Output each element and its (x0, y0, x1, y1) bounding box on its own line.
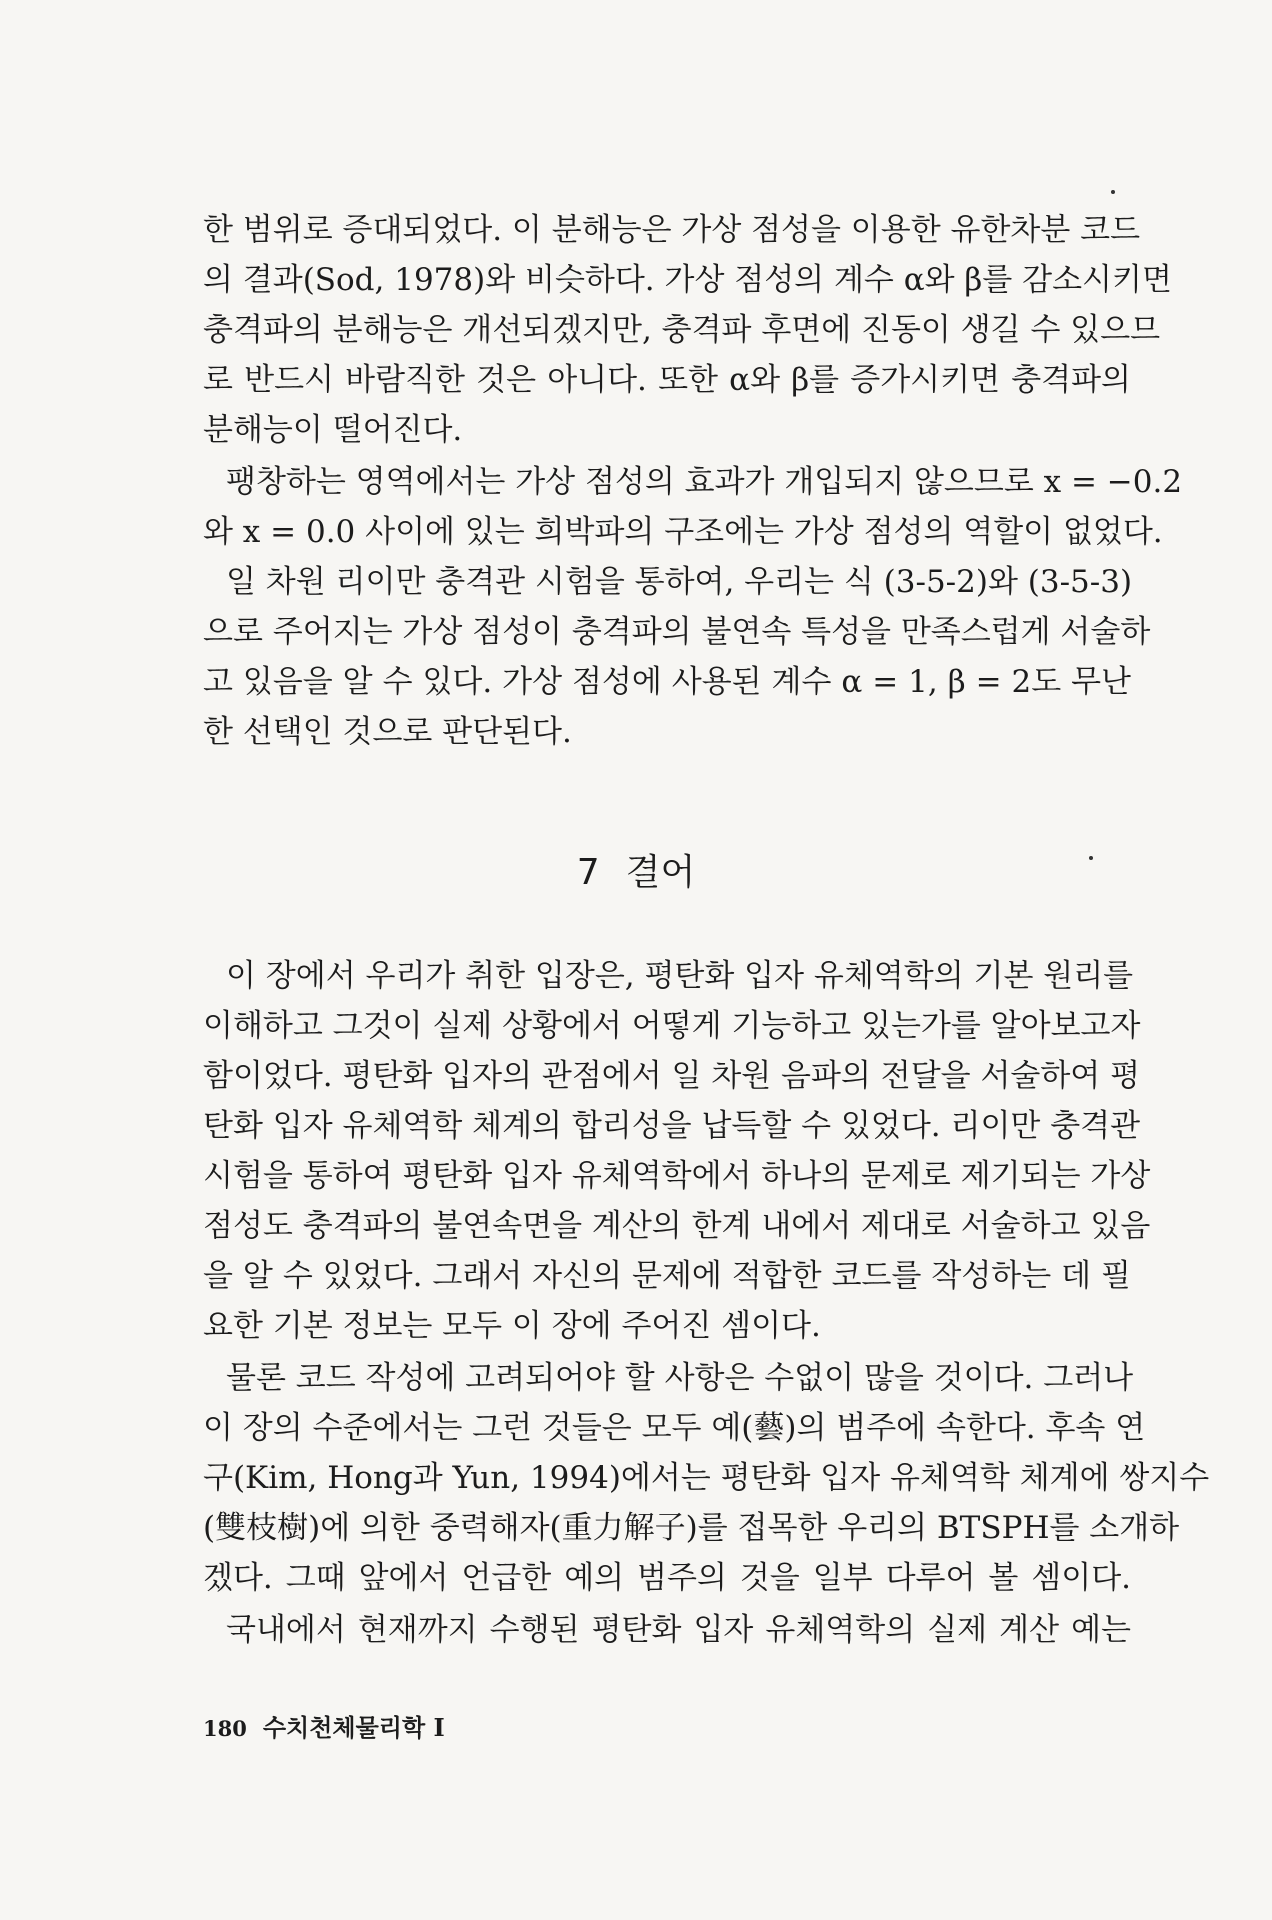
speck-mark (1111, 190, 1115, 194)
text-line: 으로 주어지는 가상 점성이 충격파의 불연속 특성을 만족스럽게 서술하 (203, 614, 1151, 650)
text-line: 을 알 수 있었다. 그래서 자신의 문제에 적합한 코드를 작성하는 데 필 (203, 1258, 1131, 1294)
text-line: 요한 기본 정보는 모두 이 장에 주어진 셈이다. (203, 1308, 821, 1344)
section-number: 7 (576, 852, 600, 893)
text-line: 팽창하는 영역에서는 가상 점성의 효과가 개입되지 않으므로 x = −0.2 (226, 464, 1183, 500)
text-line: 한 범위로 증대되었다. 이 분해능은 가상 점성을 이용한 유한차분 코드 (203, 212, 1141, 248)
page-number: 180 (203, 1716, 247, 1741)
text-line: 고 있음을 알 수 있다. 가상 점성에 사용된 계수 α = 1, β = 2도 무난 (203, 664, 1131, 700)
text-line: 이해하고 그것이 실제 상황에서 어떻게 기능하고 있는가를 알아보고자 (203, 1008, 1141, 1044)
text-line: 시험을 통하여 평탄화 입자 유체역학에서 하나의 문제로 제기되는 가상 (203, 1158, 1151, 1194)
section-title: 결어 (625, 852, 696, 893)
text-line: 로 반드시 바람직한 것은 아니다. 또한 α와 β를 증가시키면 충격파의 (203, 362, 1131, 398)
text-line: 와 x = 0.0 사이에 있는 희박파의 구조에는 가상 점성의 역할이 없었다. (203, 514, 1163, 550)
text-line: 탄화 입자 유체역학 체계의 합리성을 납득할 수 있었다. 리이만 충격관 (203, 1108, 1141, 1144)
book-title: 수치천체물리학 I (262, 1713, 445, 1742)
text-line: 점성도 충격파의 불연속면을 계산의 한계 내에서 제대로 서술하고 있음 (203, 1208, 1151, 1244)
page-footer (203, 1712, 445, 1745)
text-line: (雙枝樹)에 의한 중력해자(重力解子)를 접목한 우리의 BTSPH를 소개하 (203, 1510, 1180, 1546)
section-heading (0, 848, 1272, 898)
text-line: 이 장에서 우리가 취한 입장은, 평탄화 입자 유체역학의 기본 원리를 (226, 958, 1134, 994)
text-line: 일 차원 리이만 충격관 시험을 통하여, 우리는 식 (3-5-2)와 (3-5-3) (226, 564, 1133, 600)
text-line: 충격파의 분해능은 개선되겠지만, 충격파 후면에 진동이 생길 수 있으므 (203, 312, 1161, 348)
text-line: 겠다. 그때 앞에서 언급한 예의 범주의 것을 일부 다루어 볼 셈이다. (203, 1560, 1131, 1596)
text-line: 이 장의 수준에서는 그런 것들은 모두 예(藝)의 범주에 속한다. 후속 연 (203, 1410, 1146, 1446)
text-line: 한 선택인 것으로 판단된다. (203, 714, 572, 750)
text-line: 함이었다. 평탄화 입자의 관점에서 일 차원 음파의 전달을 서술하여 평 (203, 1058, 1141, 1094)
text-line: 물론 코드 작성에 고려되어야 할 사항은 수없이 많을 것이다. 그러나 (226, 1360, 1134, 1396)
text-line: 의 결과(Sod, 1978)와 비슷하다. 가상 점성의 계수 α와 β를 감소시키면 (203, 262, 1172, 298)
text-line: 국내에서 현재까지 수행된 평탄화 입자 유체역학의 실제 계산 예는 (226, 1612, 1131, 1648)
text-line: 분해능이 떨어진다. (203, 412, 463, 448)
text-line: 구(Kim, Hong과 Yun, 1994)에서는 평탄화 입자 유체역학 체계에 쌍지수 (203, 1460, 1210, 1496)
